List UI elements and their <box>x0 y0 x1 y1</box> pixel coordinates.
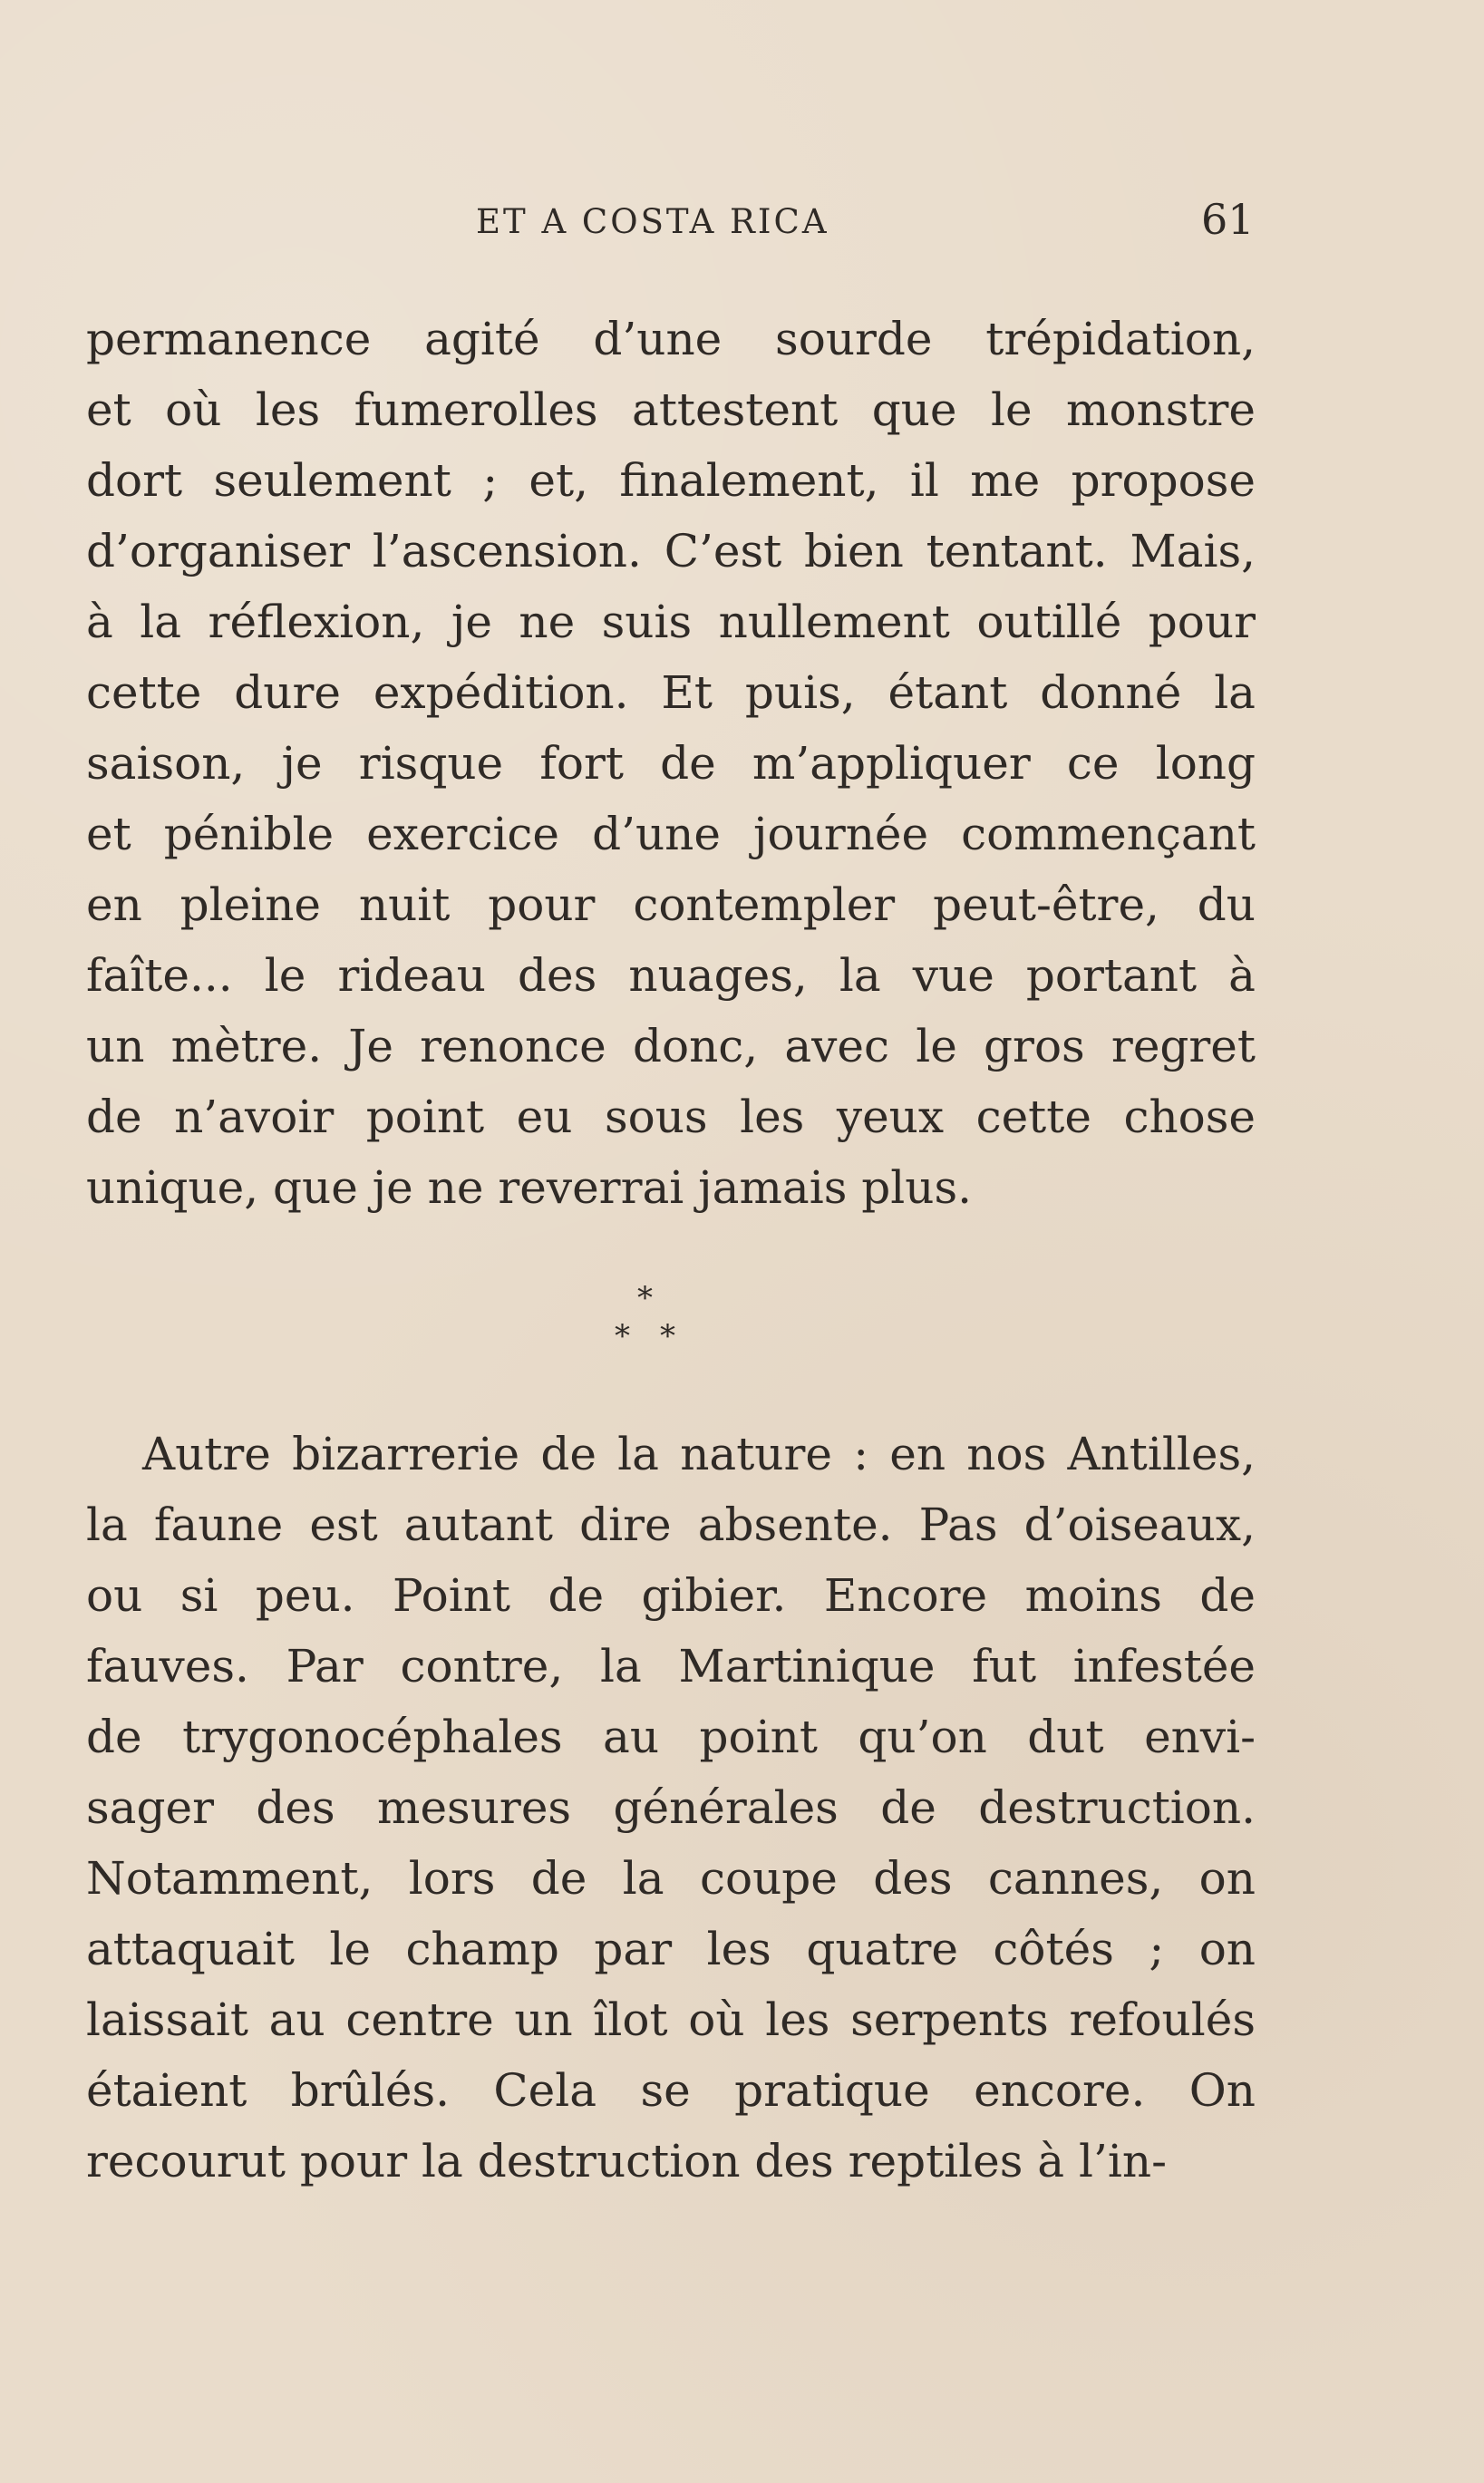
text-line: recourut pour la destruction des reptiles à l’in- <box>86 2135 1167 2187</box>
text-line: cette dure expédition. Et puis, étant donné la <box>86 666 1256 719</box>
text-line: de trygonocéphales au point qu’on dut envi- <box>86 1711 1256 1763</box>
text-line: faîte... le rideau des nuages, la vue portant à <box>86 949 1256 1002</box>
text-line: Notamment, lors de la coupe des cannes, on <box>86 1852 1256 1905</box>
text-line: attaquait le champ par les quatre côtés ; on <box>86 1923 1256 1975</box>
text-line: laissait au centre un îlot où les serpents refoulés <box>86 1993 1256 2046</box>
text-line: fauves. Par contre, la Martinique fut infestée <box>86 1640 1256 1693</box>
separator-asterisk: * <box>615 1318 630 1354</box>
text-line: un mètre. Je renonce donc, avec le gros regret <box>86 1020 1256 1072</box>
text-line: en pleine nuit pour contempler peut-être, du <box>86 878 1256 931</box>
text-line: et où les fumerolles attestent que le monstre <box>86 383 1256 436</box>
text-line: et pénible exercice d’une journée commençant <box>86 808 1256 860</box>
page-number: 61 <box>1201 195 1255 244</box>
paragraph-1 <box>86 304 1256 1223</box>
separator-asterisk: * <box>637 1280 653 1316</box>
text-line: ou si peu. Point de gibier. Encore moins de <box>86 1569 1256 1622</box>
separator-asterisk: * <box>660 1318 675 1354</box>
text-line: étaient brûlés. Cela se pratique encore. On <box>86 2064 1256 2117</box>
running-head <box>0 195 1484 249</box>
text-line: de n’avoir point eu sous les yeux cette chose <box>86 1091 1256 1143</box>
paragraph-2 <box>86 1419 1256 2197</box>
text-line: unique, que je ne reverrai jamais plus. <box>86 1161 973 1214</box>
text-line: saison, je risque fort de m’appliquer ce long <box>86 737 1256 790</box>
text-line: sager des mesures générales de destruction. <box>86 1781 1256 1834</box>
text-line: Autre bizarrerie de la nature : en nos Antilles, <box>142 1428 1256 1480</box>
text-line: dort seulement ; et, finalement, il me propose <box>86 454 1256 507</box>
running-title: ET A COSTA RICA <box>476 202 829 241</box>
text-line: d’organiser l’ascension. C’est bien tentant. Mais, <box>86 525 1256 577</box>
text-line: permanence agité d’une sourde trépidation, <box>86 313 1256 365</box>
section-separator <box>598 1280 707 1364</box>
text-line: à la réflexion, je ne suis nullement outillé pour <box>86 596 1256 648</box>
text-line: la faune est autant dire absente. Pas d’oiseaux, <box>86 1499 1256 1551</box>
